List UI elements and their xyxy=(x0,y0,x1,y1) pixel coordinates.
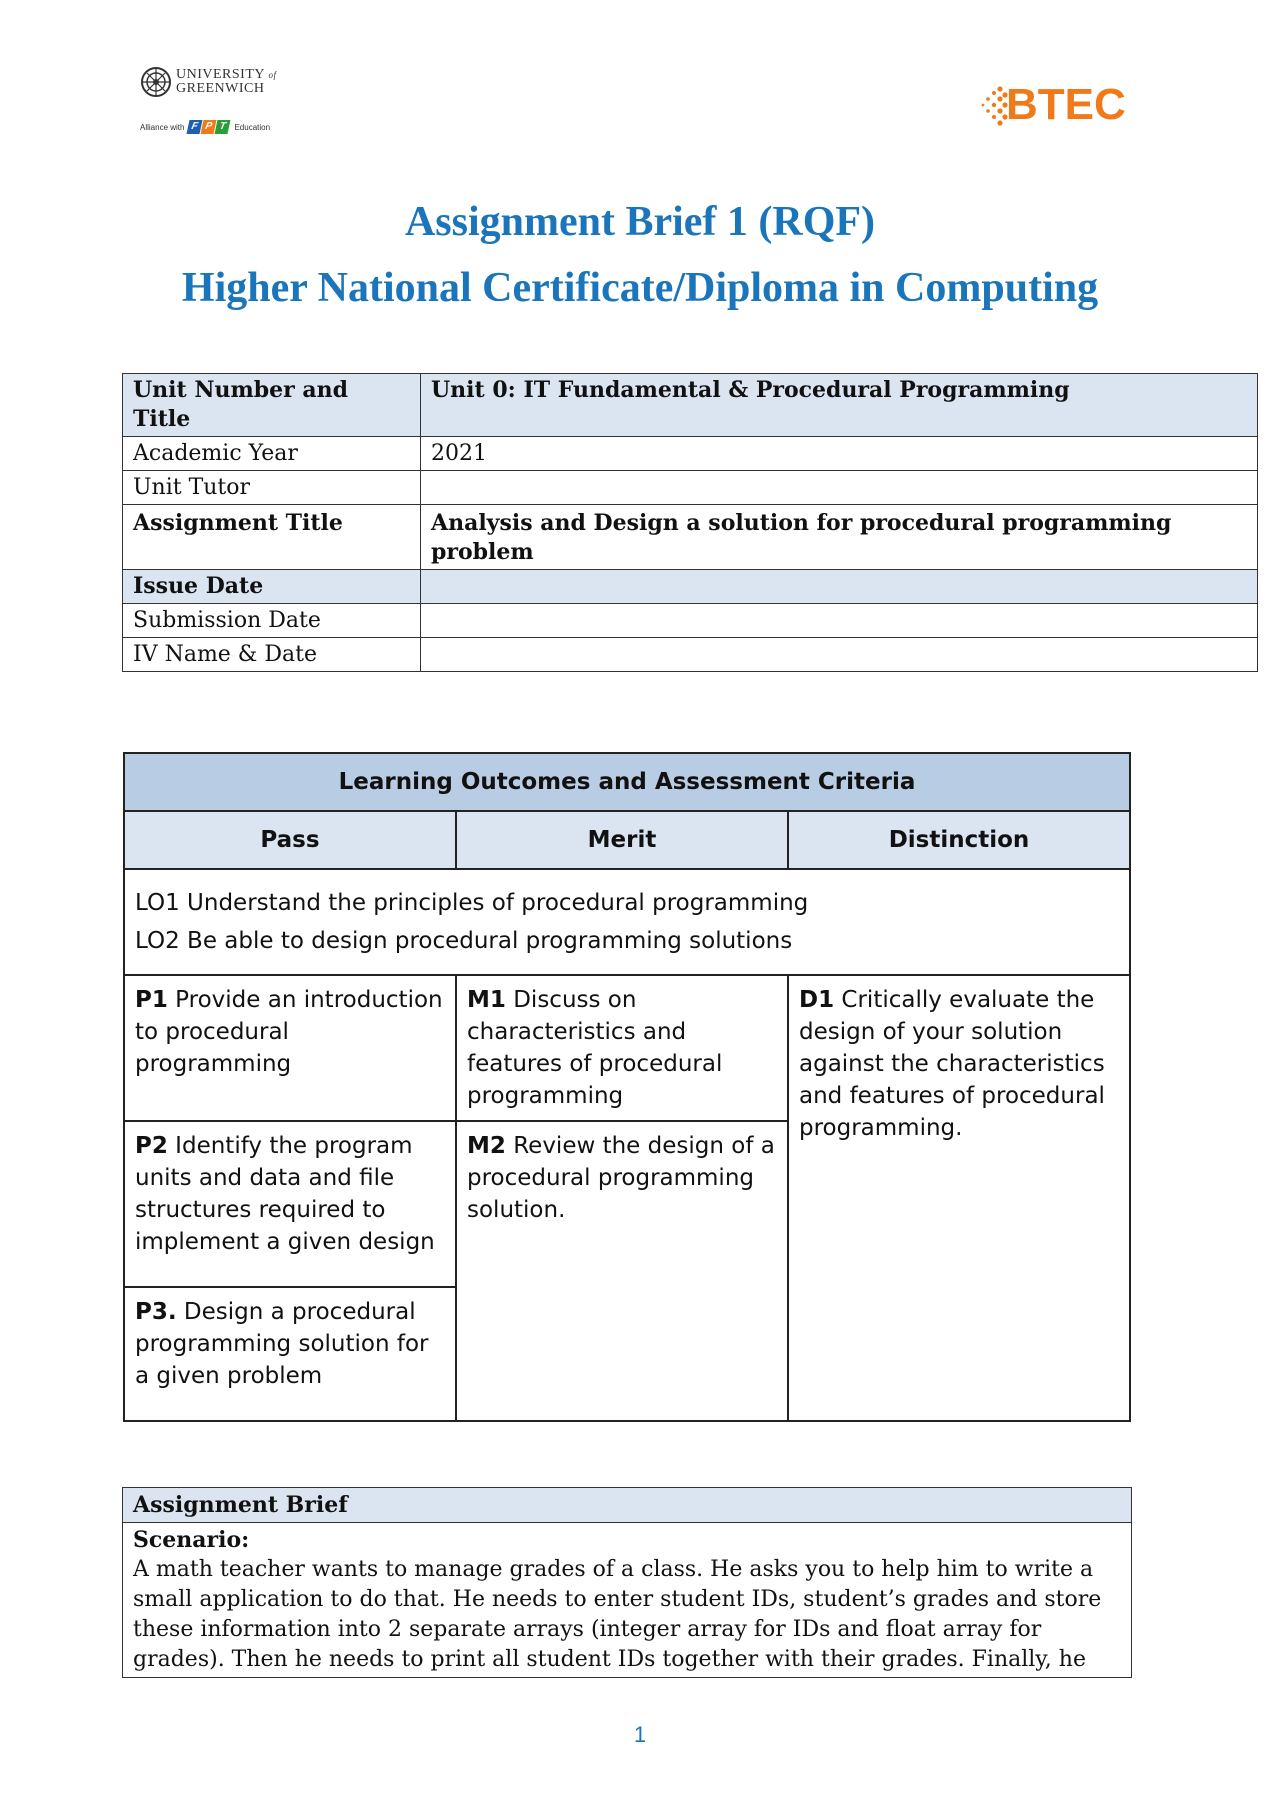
column-header-distinction: Distinction xyxy=(788,811,1130,869)
assignment-brief-heading: Assignment Brief xyxy=(123,1488,1132,1523)
info-label-unit: Unit Number and Title xyxy=(123,374,421,437)
scenario-text: A math teacher wants to manage grades of a class. He asks you to help him to write a small application to do that. He needs to enter student IDs, student’s grades and store these information into 2 separate arrays (integer array for IDs and float array for grades). Then he needs to print all student IDs together with their grades. Finally, he xyxy=(133,1557,1102,1672)
btec-logo xyxy=(978,80,1128,130)
info-value-issue-date xyxy=(421,570,1258,604)
info-value-academic-year: 2021 xyxy=(421,437,1258,471)
info-label-submission-date: Submission Date xyxy=(123,604,421,638)
assignment-brief-table xyxy=(122,1487,1132,1678)
criterion-text: Identify the program units and data and file structures required to implement a given design xyxy=(135,1133,435,1255)
university-of: of xyxy=(268,70,277,80)
page-number: 1 xyxy=(633,1722,647,1747)
table-row xyxy=(123,570,1258,604)
table-row xyxy=(123,505,1258,570)
criterion-text: Discuss on characteristics and features of procedural programming xyxy=(467,987,723,1109)
criterion-text: Provide an introduction to procedural programming xyxy=(135,987,443,1077)
criterion-text: Critically evaluate the design of your solution against the characteristics and features of procedural programming. xyxy=(799,987,1105,1141)
fpt-letter-p: P xyxy=(201,120,217,134)
table-row xyxy=(123,437,1258,471)
alliance-suffix: Education xyxy=(234,122,271,132)
btec-wordmark: BTEC xyxy=(1006,80,1126,129)
criterion-code: P1 xyxy=(135,987,168,1013)
learning-outcomes-table xyxy=(123,752,1131,1422)
info-value-assignment-title: Analysis and Design a solution for procedural programming problem xyxy=(421,505,1258,570)
info-label-assignment-title: Assignment Title xyxy=(123,505,421,570)
column-header-merit: Merit xyxy=(456,811,788,869)
criterion-d1 xyxy=(788,975,1130,1421)
info-value-unit-tutor xyxy=(421,471,1258,505)
page-title: Assignment Brief 1 (RQF) xyxy=(404,199,876,245)
criterion-p2 xyxy=(124,1121,456,1287)
criterion-text: Design a procedural programming solution for a given problem xyxy=(135,1299,429,1389)
criterion-text: Review the design of a procedural programming solution. xyxy=(467,1133,775,1223)
table-row xyxy=(123,638,1258,672)
criterion-code: P3. xyxy=(135,1299,177,1325)
info-label-issue-date: Issue Date xyxy=(123,570,421,604)
lo-table-title: Learning Outcomes and Assessment Criteria xyxy=(124,753,1130,811)
learning-outcome-lo1: LO1 Understand the principles of procedural programming xyxy=(135,890,809,916)
fpt-logo xyxy=(188,120,230,134)
criterion-m1 xyxy=(456,975,788,1121)
alliance-prefix: Alliance with xyxy=(140,122,185,132)
university-line2: GREENWICH xyxy=(176,81,265,96)
university-of-greenwich-logo xyxy=(140,66,320,146)
info-label-academic-year: Academic Year xyxy=(123,437,421,471)
learning-outcome-lo2: LO2 Be able to design procedural programming solutions xyxy=(135,928,793,954)
info-value-iv-name-date xyxy=(421,638,1258,672)
fpt-letter-f: F xyxy=(187,120,203,134)
table-row xyxy=(123,604,1258,638)
btec-dots-icon xyxy=(978,83,1008,127)
fpt-letter-t: T xyxy=(215,120,231,134)
info-value-submission-date xyxy=(421,604,1258,638)
criterion-code: D1 xyxy=(799,987,835,1013)
criterion-p3 xyxy=(124,1287,456,1421)
university-line1: UNIVERSITY xyxy=(176,67,265,82)
info-label-unit-tutor: Unit Tutor xyxy=(123,471,421,505)
info-value-unit: Unit 0: IT Fundamental & Procedural Programming xyxy=(421,374,1258,437)
criterion-code: M2 xyxy=(467,1133,506,1159)
table-row xyxy=(123,471,1258,505)
column-header-pass: Pass xyxy=(124,811,456,869)
criterion-p1 xyxy=(124,975,456,1121)
criterion-code: P2 xyxy=(135,1133,168,1159)
criterion-code: M1 xyxy=(467,987,506,1013)
page-subtitle: Higher National Certificate/Diploma in Computing xyxy=(181,265,1099,311)
table-row xyxy=(123,374,1258,437)
criterion-m2 xyxy=(456,1121,788,1421)
info-label-iv-name-date: IV Name & Date xyxy=(123,638,421,672)
crest-icon xyxy=(140,66,172,98)
assignment-info-table xyxy=(122,373,1258,672)
learning-outcomes-list xyxy=(124,869,1130,975)
scenario-label: Scenario: xyxy=(133,1527,250,1553)
scenario-cell xyxy=(123,1523,1132,1678)
